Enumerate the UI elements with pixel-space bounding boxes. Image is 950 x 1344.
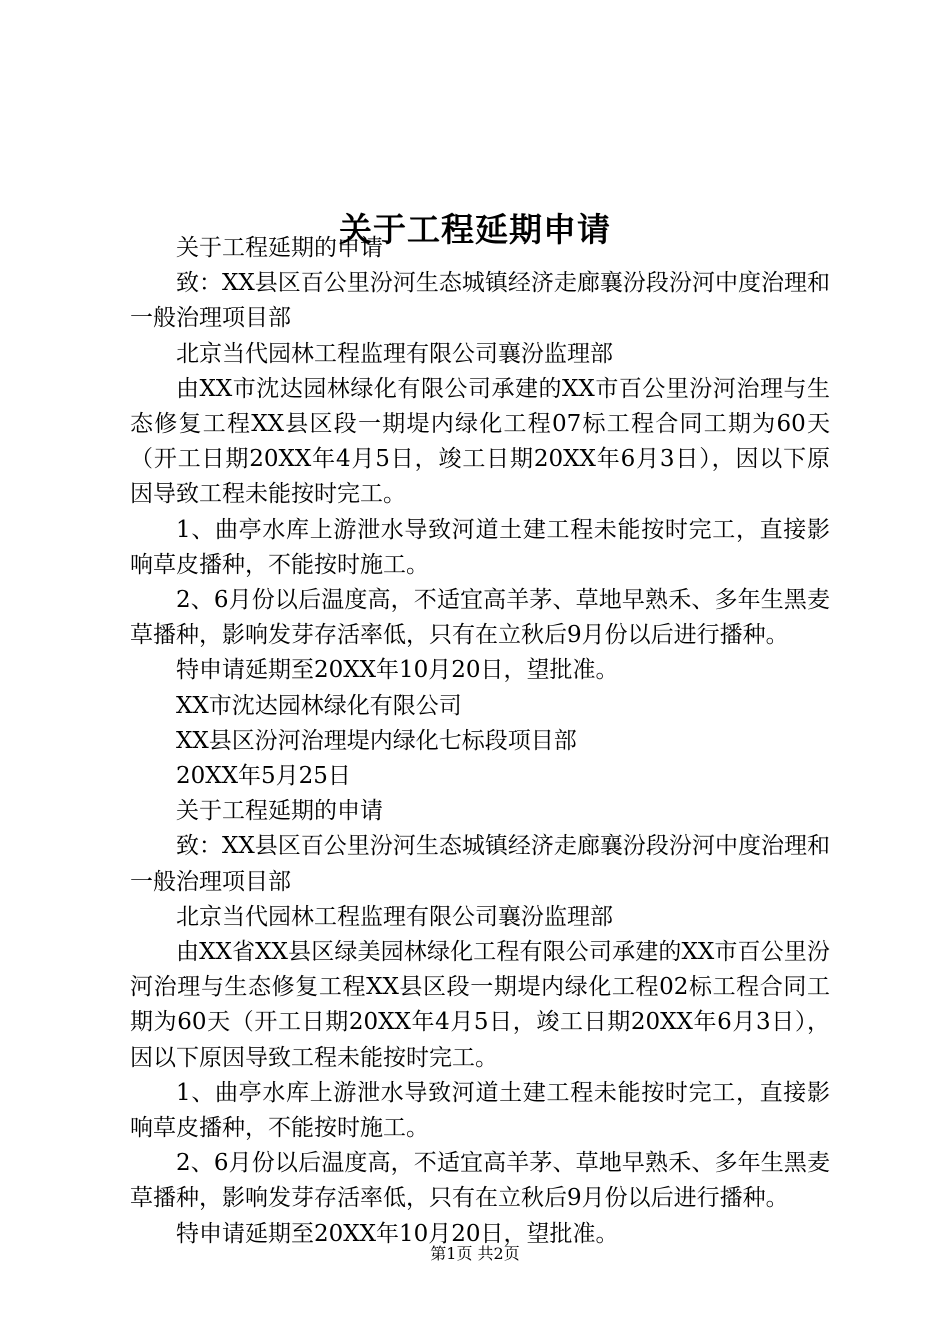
paragraph: XX县区汾河治理堤内绿化七标段项目部 [176,727,577,754]
paragraph: 北京当代园林工程监理有限公司襄汾监理部 [176,903,613,930]
paragraph: 特申请延期至20XX年10月20日，望批准。 [176,1220,619,1247]
paragraph: 2、6月份以后温度高，不适宜高羊茅、草地早熟禾、多年生黑麦草播种，影响发芽存活率低，只有在立秋后9月份以后进行播种。 [130,587,830,649]
paragraph: 致：XX县区百公里汾河生态城镇经济走廊襄汾段汾河中度治理和一般治理项目部 [130,270,830,332]
document-title: 关于工程延期申请 [339,210,611,250]
paragraph: 致：XX县区百公里汾河生态城镇经济走廊襄汾段汾河中度治理和一般治理项目部 [130,833,830,895]
document-body [130,231,830,1252]
paragraph: 关于工程延期的申请 [176,235,383,261]
paragraph: 1、曲亭水库上游泄水导致河道土建工程未能按时完工，直接影响草皮播种，不能按时施工。 [130,1079,830,1142]
paragraph: 2、6月份以后温度高，不适宜高羊茅、草地早熟禾、多年生黑麦草播种，影响发芽存活率低，只有在立秋后9月份以后进行播种。 [130,1150,830,1212]
paragraph: 1、曲亭水库上游泄水导致河道土建工程未能按时完工，直接影响草皮播种，不能按时施工。 [130,516,830,578]
paragraph: 20XX年5月25日 [176,763,351,790]
paragraph: 由XX省XX县区绿美园林绿化工程有限公司承建的XX市百公里汾河治理与生态修复工程XX县区段一期堤内绿化工程02标工程合同工期为60天（开工日期20XX年4月5日，竣工日期20XX年6月3日），因以下原因导致工程未能按时完工。 [130,939,830,1071]
paragraph: 关于工程延期的申请 [176,798,383,825]
paragraph: 由XX市沈达园林绿化有限公司承建的XX市百公里汾河治理与生态修复工程XX县区段一期堤内绿化工程07标工程合同工期为60天（开工日期20XX年4月5日，竣工日期20XX年6月3日），因以下原因导致工程未能按时完工。 [130,375,830,508]
paragraph: XX市沈达园林绿化有限公司 [176,692,462,719]
paragraph: 特申请延期至20XX年10月20日，望批准。 [176,657,619,684]
page-footer: 第1页 共2页 [430,1244,520,1263]
paragraph: 北京当代园林工程监理有限公司襄汾监理部 [176,340,613,367]
